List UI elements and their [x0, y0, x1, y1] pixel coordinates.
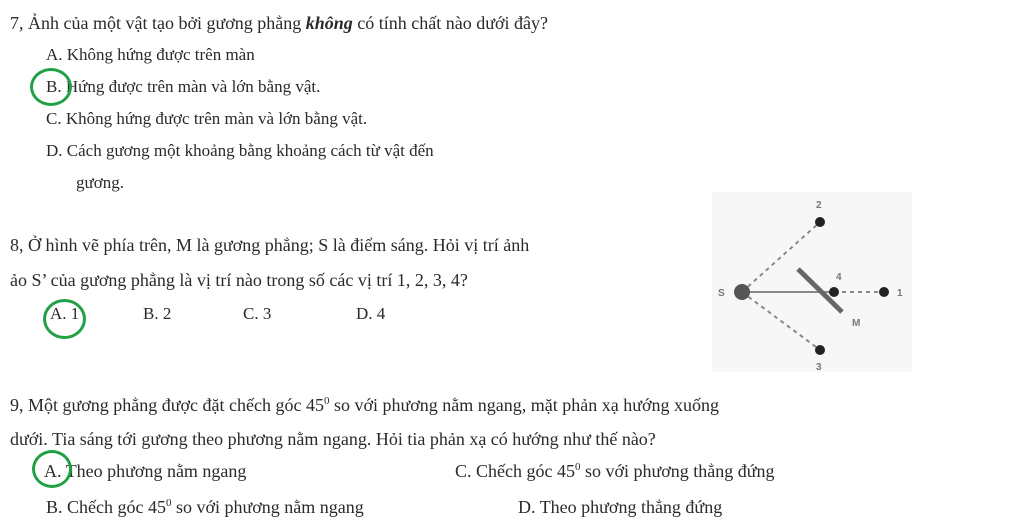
option-letter: B. — [46, 77, 62, 96]
label-4: 4 — [836, 272, 842, 283]
answer-circle-9 — [32, 450, 72, 488]
option-9d — [518, 496, 722, 518]
label-s: S — [718, 288, 725, 299]
option-text: Không hứng được trên màn — [66, 45, 255, 64]
option-letter: D. — [46, 141, 63, 160]
answer-circle-7 — [30, 68, 72, 106]
point-1 — [879, 287, 889, 297]
question-8-line2: ảo S’ của gương phẳng là vị trí nào trong số các vị trí 1, 2, 3, 4? — [10, 270, 468, 290]
label-1: 1 — [897, 288, 903, 299]
option-text: Cách gương một khoảng bằng khoảng cách từ vật đến — [66, 141, 434, 160]
point-3 — [815, 345, 825, 355]
option-9c — [455, 460, 775, 482]
question-8-line1 — [10, 234, 529, 256]
option-8b: B. 2 — [143, 304, 172, 323]
option-7c — [46, 108, 367, 130]
option-letter: B. — [46, 497, 63, 517]
point-4 — [829, 287, 839, 297]
option-9b — [46, 496, 364, 518]
label-2: 2 — [816, 200, 822, 211]
option-letter: C. — [455, 461, 472, 481]
question-number: 8, — [10, 235, 24, 255]
question-text: Một gương phẳng được đặt chếch góc 45 — [28, 395, 324, 415]
option-7d — [46, 140, 434, 162]
option-7a — [46, 44, 255, 66]
source-point — [734, 284, 750, 300]
option-text: Hứng được trên màn và lớn bằng vật. — [65, 77, 321, 96]
question-number: 7, — [10, 13, 24, 33]
answer-circle-8 — [43, 299, 86, 339]
option-8c: C. 3 — [243, 304, 272, 323]
option-text: Không hứng được trên màn và lớn bằng vật. — [65, 109, 368, 128]
option-9a — [44, 460, 246, 482]
option-text: Chếch góc 45 — [476, 461, 575, 481]
degree-sup: 0 — [575, 461, 581, 473]
option-7d-continuation: gương. — [76, 173, 124, 192]
question-text: Ở hình vẽ phía trên, M là gương phẳng; S là điểm sáng. Hỏi vị trí ảnh — [28, 235, 530, 255]
question-9-line1 — [10, 394, 719, 416]
question-text-start: Ảnh của một vật tạo bởi gương phẳng — [28, 13, 306, 33]
degree-sup: 0 — [323, 395, 330, 407]
degree-sup: 0 — [166, 497, 172, 509]
option-text: Chếch góc 45 — [67, 497, 166, 517]
label-3: 3 — [816, 362, 822, 372]
dashed-ray-3 — [742, 292, 820, 350]
option-text: Theo phương thẳng đứng — [539, 497, 723, 517]
question-text-end: so với phương nằm ngang, mặt phản xạ hướng xuống — [329, 395, 720, 415]
option-8a: A. 1 — [50, 304, 80, 323]
option-text: Theo phương nằm ngang — [65, 461, 247, 481]
question-emphasis: không — [305, 13, 353, 33]
option-7b — [46, 76, 320, 98]
option-letter: A. — [46, 45, 63, 64]
option-letter: C. — [46, 109, 62, 128]
mirror-diagram — [712, 192, 912, 372]
option-8d: D. 4 — [356, 304, 386, 323]
option-letter: D. — [518, 497, 536, 517]
question-number: 9, — [10, 395, 24, 415]
question-9-line2: dưới. Tia sáng tới gương theo phương nằm ngang. Hỏi tia phản xạ có hướng như thế nào? — [10, 429, 656, 449]
option-text-end: so với phương nằm ngang — [171, 497, 364, 517]
label-m: M — [852, 318, 861, 329]
option-letter: A. — [44, 461, 62, 481]
option-text-end: so với phương thẳng đứng — [580, 461, 775, 481]
question-text-end: có tính chất nào dưới đây? — [352, 13, 548, 33]
point-2 — [815, 217, 825, 227]
question-7-text — [10, 12, 548, 34]
mirror-diagram-svg — [712, 192, 912, 372]
